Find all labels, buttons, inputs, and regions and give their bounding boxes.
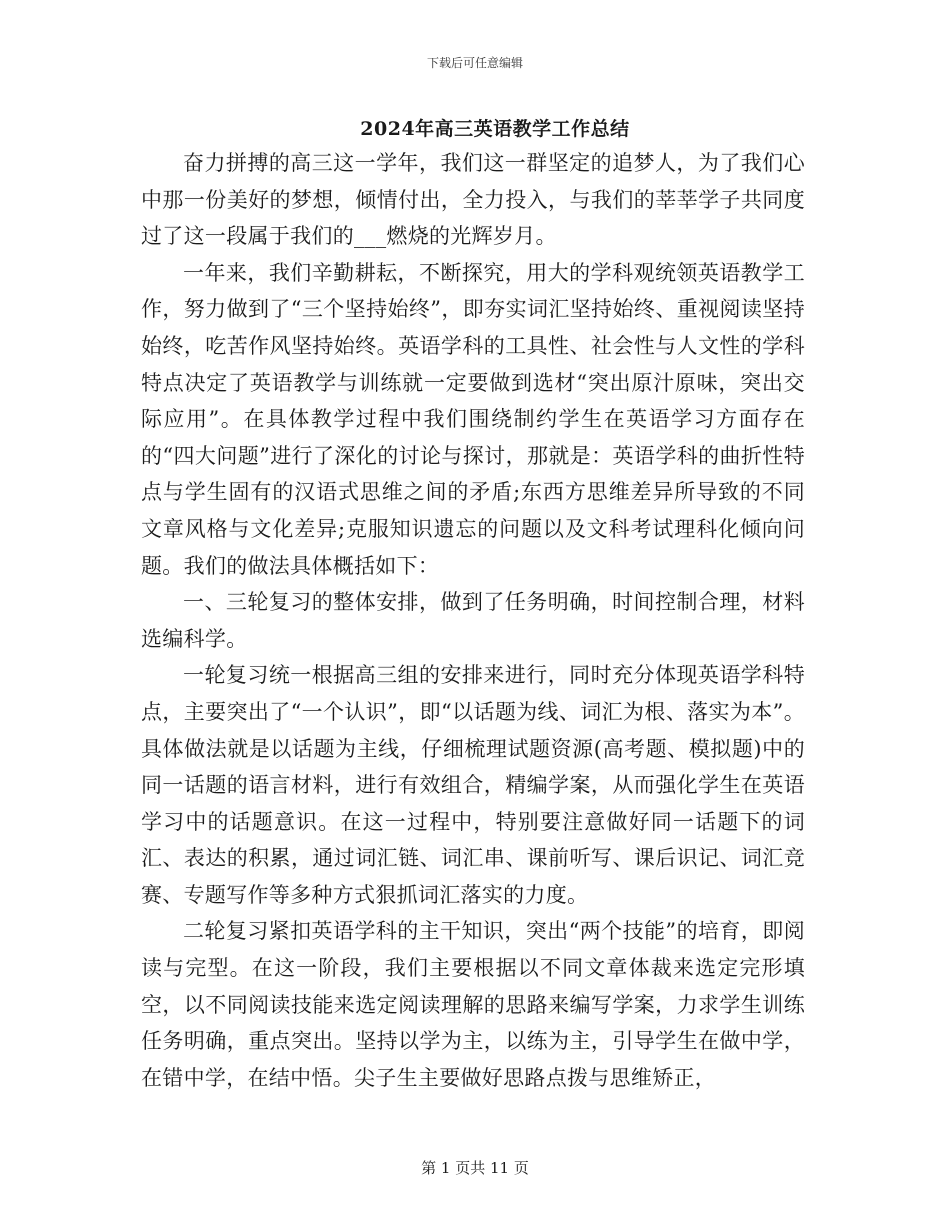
paragraph: 二轮复习紧扣英语学科的主干知识，突出“两个技能”的培育，即阅读与完型。在这一阶段，我们主要根据以不同文章体裁来选定完形填空，以不同阅读技能来选定阅读理解的思路来编写学案，力求学生训练任务明确，重点突出。坚持以学为主，以练为主，引导学生在做中学，在错中学，在结中悟。尖子生主要做好思路点拨与思维矫正， [141, 919, 805, 1090]
paragraph: 一年来，我们辛勤耕耘，不断探究，用大的学科观统领英语教学工作，努力做到了“三个坚持始终”，即夯实词汇坚持始终、重视阅读坚持始终，吃苦作风坚持始终。英语学科的工具性、社会性与人文性的学科特点决定了英语教学与训练就一定要做到选材“突出原汁原味，突出交际应用”。在具体教学过程中我们围绕制约学生在英语学习方面存在的“四大问题”进行了深化的讨论与探讨，那就是：英语学科的曲折性特点与学生固有的汉语式思维之间的矛盾;东西方思维差异所导致的不同文章风格与文化差异;克服知识遗忘的问题以及文科考试理科化倾向问题。我们的做法具体概括如下： [141, 260, 805, 578]
document-title: 2024年高三英语教学工作总结 [360, 118, 630, 140]
document-body [141, 145, 805, 1096]
page-number: 第 1 页共 11 页 [421, 1159, 529, 1177]
paragraph: 奋力拼搏的高三这一学年，我们这一群坚定的追梦人，为了我们心中那一份美好的梦想，倾情付出，全力投入，与我们的莘莘学子共同度过了这一段属于我们的___燃烧的光辉岁月。 [141, 151, 805, 249]
paragraph: 一、三轮复习的整体安排，做到了任务明确，时间控制合理，材料选编科学。 [141, 590, 805, 651]
page-header-note: 下载后可任意编辑 [426, 56, 523, 70]
paragraph: 一轮复习统一根据高三组的安排来进行，同时充分体现英语学科特点，主要突出了“一个认识”，即“以话题为线、词汇为根、落实为本”。具体做法就是以话题为主线，仔细梳理试题资源(高考题、模拟题)中的同一话题的语言材料，进行有效组合，精编学案，从而强化学生在英语学习中的话题意识。在这一过程中，特别要注意做好同一话题下的词汇、表达的积累，通过词汇链、词汇串、课前听写、课后识记、词汇竞赛、专题写作等多种方式狠抓词汇落实的力度。 [141, 663, 805, 907]
